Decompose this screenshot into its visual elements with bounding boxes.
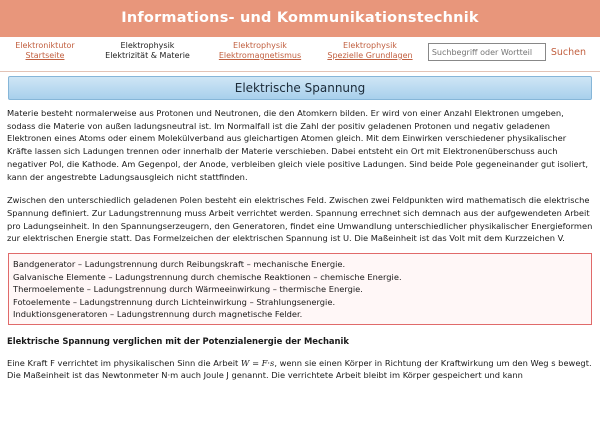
top-navigation [0,37,600,72]
list-item: Galvanische Elemente – Ladungstrennung durch chemische Reaktionen – chemische Energie. [13,271,402,282]
nav-item-label: Elektromagnetismus [218,51,302,60]
list-item: Bandgenerator – Ladungstrennung durch Reibungskraft – mechanische Energie. [13,259,346,270]
page-title: Elektrische Spannung [8,76,592,100]
article-body [0,107,600,382]
site-title: Informations- und Kommunikationstechnik [0,0,600,37]
list-item: Induktionsgeneratoren – Ladungstrennung durch magnetische Felder. [13,309,303,320]
nav-item-category: Elektroniktutor [15,41,75,50]
paragraph-intro: Materie besteht normalerweise aus Protonen und Neutronen, die den Atomkern bilden. Er wird von einer Anzahl Elektronen umgeben, sodass die Materie von außen ladungsneutral ist. Im Normalfall ist die Zahl der positiv geladenen Protonen und negativ geladenen Elektronen eines Atoms oder einem Molekülverband aus gleichartigen Atomen gleich. Mit dem Einwirken verschiedener physikalischer Kräfte lassen sich Ladungen trennen oder innerhalb der Materie verschieben. Dabei entsteht ein Ort mit Elektronenüberschuss auch negativer Pol, die Kathode. Am Gegenpol, der Anode, verbleiben gleich viele positive Ladungen. Sind beide Pole gegeneinander gut isoliert, kann der angestrebte Ladungsausgleich nicht stattfinden. [7,108,589,182]
nav-item-spezielle-grundlagen[interactable] [315,41,425,61]
search-area [428,41,600,61]
search-button[interactable]: Suchen [550,46,586,58]
nav-item-category: Elektrophysik [233,41,287,50]
nav-item-category: Elektrophysik [343,41,397,50]
work-formula: W = F·s [240,357,275,368]
nav-item-label: Elektrizität & Materie [105,51,190,60]
nav-item-elektrizitaet-materie[interactable] [90,41,205,61]
list-item: Fotoelemente – Ladungstrennung durch Lichteinwirkung – Strahlungsenergie. [13,296,336,307]
paragraph-text: , wenn sie einen Körper in Richtung der Kraftwirkung um den Weg s bewegt. Die Maßeinheit ist das Newtonmeter N·m auch Joule J genannt. Die verrichtete Arbeit bleibt im Körper gespeichert und kann [7,357,592,381]
nav-item-category: Elektrophysik [120,41,175,50]
paragraph-text: Eine Kraft F verrichtet im physikalischen Sinn die Arbeit [7,357,241,368]
generator-list-box [8,253,592,325]
nav-item-startseite[interactable] [0,41,90,61]
search-input[interactable] [428,43,546,61]
nav-item-elektromagnetismus[interactable] [205,41,315,61]
list-item: Thermoelemente – Ladungstrennung durch Wärmeeinwirkung – thermische Energie. [13,284,363,295]
paragraph-mechanics [7,357,593,382]
section-heading: Elektrische Spannung verglichen mit der Potenzialenergie der Mechanik [7,336,349,346]
nav-item-label: Spezielle Grundlagen [327,51,413,60]
nav-item-label: Startseite [25,51,65,60]
paragraph-definition: Zwischen den unterschiedlich geladenen Polen besteht ein elektrisches Feld. Zwischen zwei Feldpunkten wird mathematisch die elektrische Spannung definiert. Zur Ladungstrennung muss Arbeit verrichtet werden. Spannung errechnet sich demnach aus der aufgewendeten Arbeit pro Ladungseinheit. In den Spannungserzeugern, den Generatoren, findet eine Umwandlung unterschiedlicher physikalischer Energieformen zur elektrischen Energie statt. Das Formelzeichen der elektrischen Spannung ist U. Die Maßeinheit ist das Volt mit dem Kurzzeichen V. [7,195,593,244]
